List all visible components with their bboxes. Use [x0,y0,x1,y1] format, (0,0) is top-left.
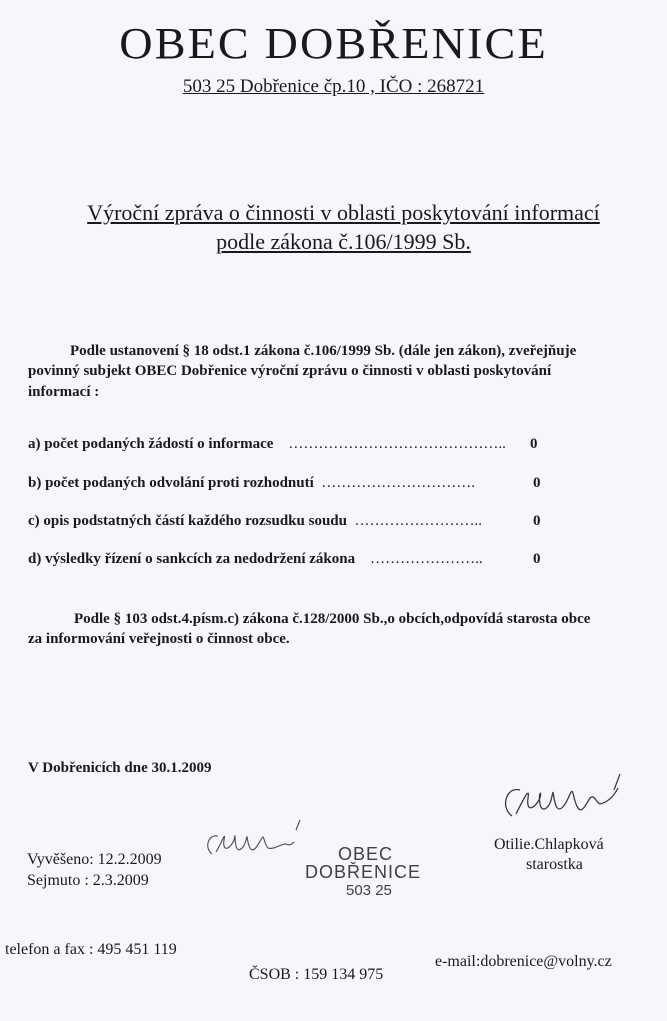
date-line: V Dobřenicích dne 30.1.2009 [28,760,212,776]
signatory-name: Otilie.Chlapková [494,836,604,853]
intro-line1: Podle ustanovení § 18 odst.1 zákona č.106/1999 Sb. (dále jen zákon), zveřejňuje [70,343,577,359]
item-label: c) opis podstatných částí každého rozsudku soudu [28,513,347,529]
stamp-signature [200,814,310,864]
item-value: 0 [533,475,541,491]
stamp-line2: DOBŘENICE [305,862,422,882]
posted-date: Vyvěšeno: 12.2.2009 [27,851,162,868]
item-dots: ………………….. [370,551,483,567]
list-item [28,475,475,492]
item-dots: …………………………. [321,475,476,491]
signatory-role: starostka [526,856,583,873]
list-item [28,551,483,568]
removed-date: Sejmuto : 2.3.2009 [27,872,149,889]
mayor-signature [490,768,630,828]
item-label: d) výsledky řízení o sankcích za nedodržení zákona [28,551,356,567]
phone-fax: telefon a fax : 495 451 119 [5,941,177,958]
item-value: 0 [533,513,541,529]
address-line [0,76,667,98]
item-dots: …………………….. [354,513,482,529]
list-item [28,436,506,453]
municipality-heading: OBEC DOBŘENICE [119,19,548,68]
intro-line2: povinný subjekt OBEC Dobřenice výroční zprávu o činnosti v oblasti poskytování [28,363,552,379]
report-title-line1: Výroční zpráva o činnosti v oblasti poskytování informací [87,200,600,225]
stamp-line3: 503 25 [346,882,392,899]
item-value: 0 [530,436,538,452]
closing-line1: Podle § 103 odst.4.písm.c) zákona č.128/2000 Sb.,o obcích,odpovídá starosta obce [74,611,591,627]
list-item [28,513,482,530]
email-address: e-mail:dobrenice@volny.cz [435,953,612,970]
address-text: 503 25 Dobřenice čp.10 , IČO : 268721 [182,76,485,97]
closing-line2: za informování veřejnosti o činnost obce. [28,631,290,647]
intro-line3: informací : [28,384,100,400]
item-label: a) počet podaných žádostí o informace [28,436,274,452]
stamp-line1: OBEC [338,844,394,864]
report-title-line2: podle zákona č.106/1999 Sb. [216,229,471,254]
item-value: 0 [533,551,541,567]
bank-account: ČSOB : 159 134 975 [249,966,384,983]
item-label: b) počet podaných odvolání proti rozhodnutí [28,475,314,491]
item-dots: …………………………………….. [288,436,506,452]
